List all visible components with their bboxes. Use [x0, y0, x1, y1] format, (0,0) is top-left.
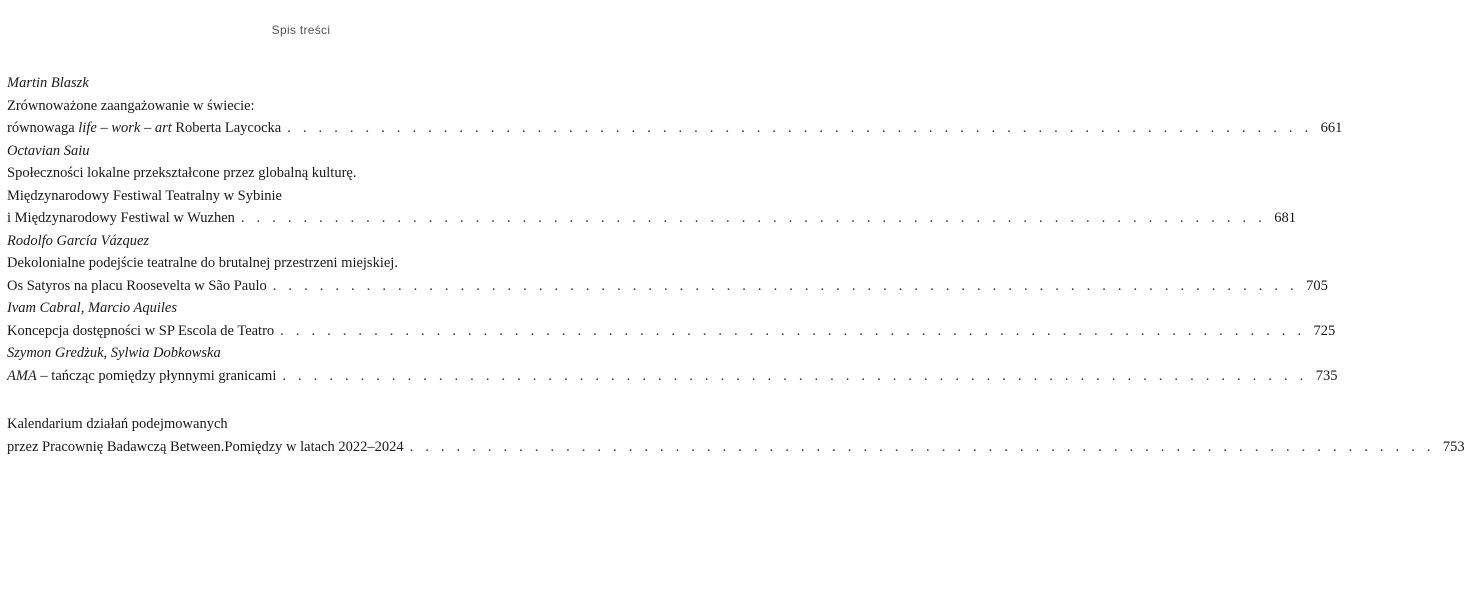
- toc-entry[interactable]: [7, 230, 1328, 298]
- toc-entry[interactable]: [7, 413, 1465, 458]
- entry-title-line: Międzynarodowy Festiwal Teatralny w Sybinie: [7, 187, 282, 204]
- entry-author: Ivam Cabral, Marcio Aquiles: [7, 300, 177, 316]
- entry-title-line: Społeczności lokalne przekształcone przez globalną kulturę.: [7, 165, 357, 181]
- toc-entry[interactable]: [7, 72, 1343, 140]
- entry-title-line: Dekolonialne podejście teatralne do brutalnej przestrzeni miejskiej.: [7, 255, 398, 271]
- entry-title-last-line: [7, 275, 1328, 298]
- entry-title-line: Kalendarium działań podejmowanych: [7, 416, 228, 432]
- dot-leader: . . . . . . . . . . . . . . . . . . . . . . . . . . . . . . . . . . . . . . . . . . . . . . . . . . . . . . . . . . . . . . . . . .: [409, 438, 1435, 455]
- entry-title-text: Os Satyros na placu Roosevelta w São Paulo: [7, 277, 267, 294]
- entry-title-last-line: [7, 365, 1338, 388]
- table-of-contents: [7, 72, 1465, 458]
- page-number: 661: [1320, 120, 1343, 136]
- entry-author: Rodolfo García Vázquez: [7, 232, 150, 249]
- entry-title-text: równowaga life – work – art Roberta Laycocka: [7, 120, 282, 136]
- dot-leader: . . . . . . . . . . . . . . . . . . . . . . . . . . . . . . . . . . . . . . . . . . . . . . . . . . . . . . . . . . . . . . . . . .: [240, 210, 1266, 226]
- page-number: 725: [1313, 322, 1336, 339]
- toc-entry[interactable]: [7, 297, 1336, 342]
- entry-title-line: Zrównoważone zaangażowanie w świecie:: [7, 97, 255, 114]
- dot-leader: . . . . . . . . . . . . . . . . . . . . . . . . . . . . . . . . . . . . . . . . . . . . . . . . . . . . . . . . . . . . . . . . . .: [282, 367, 1308, 384]
- page-number: 681: [1274, 210, 1296, 226]
- section-spacer: [7, 387, 597, 413]
- entry-title-text: i Międzynarodowy Festiwal w Wuzhen: [7, 210, 235, 226]
- entry-title-last-line: [7, 320, 1336, 343]
- entry-title-last-line: [7, 436, 1465, 459]
- entry-title-text: przez Pracownię Badawczą Between.Pomiędzy w latach 2022–2024: [7, 438, 404, 455]
- entry-title-text: AMA – tańcząc pomiędzy płynnymi granicami: [7, 367, 277, 384]
- entry-title-text: Koncepcja dostępności w SP Escola de Teatro: [7, 322, 275, 339]
- toc-entry[interactable]: [7, 342, 1338, 387]
- page-number: 705: [1306, 277, 1328, 294]
- entry-author: Martin Blaszk: [7, 75, 89, 91]
- dot-leader: . . . . . . . . . . . . . . . . . . . . . . . . . . . . . . . . . . . . . . . . . . . . . . . . . . . . . . . . . . . . . . . . . .: [280, 322, 1306, 339]
- entry-title-last-line: [7, 207, 1296, 230]
- entry-title-last-line: [7, 117, 1343, 140]
- entry-author: Szymon Gredżuk, Sylwia Dobkowska: [7, 345, 221, 361]
- toc-entry[interactable]: [7, 140, 1296, 230]
- dot-leader: . . . . . . . . . . . . . . . . . . . . . . . . . . . . . . . . . . . . . . . . . . . . . . . . . . . . . . . . . . . . . . . . . .: [272, 277, 1298, 294]
- page-number: 735: [1315, 367, 1338, 384]
- entry-author: Octavian Saiu: [7, 142, 90, 159]
- page-title: Spis treści: [271, 23, 331, 37]
- page-number: 753: [1442, 438, 1465, 455]
- dot-leader: . . . . . . . . . . . . . . . . . . . . . . . . . . . . . . . . . . . . . . . . . . . . . . . . . . . . . . . . . . . . . . . . . .: [287, 120, 1313, 136]
